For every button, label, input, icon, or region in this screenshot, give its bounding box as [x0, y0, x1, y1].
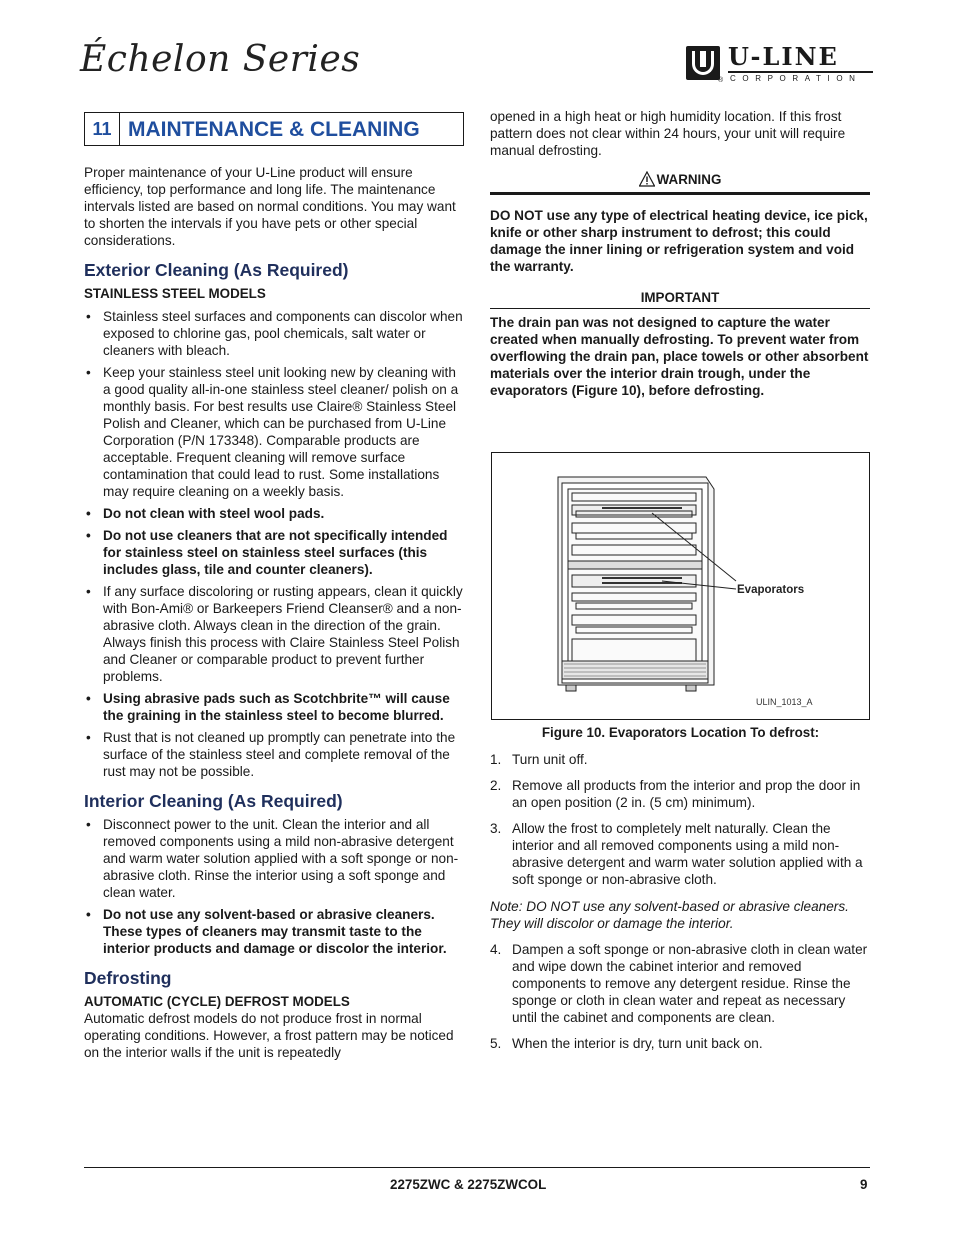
- continued-paragraph: opened in a high heat or high humidity location. If this frost pattern does not clear within 24 hours, your unit will require manual defrosting.: [490, 109, 846, 158]
- evaporators-label: Evaporators: [737, 584, 805, 596]
- section-number: 11: [85, 113, 120, 145]
- section-header: [84, 112, 464, 146]
- list-item: • Rust that is not cleaned up promptly can penetrate into the surface of the stainless steel and complete removal of the rust may not be possible.: [84, 729, 464, 780]
- wine-cabinet-illustration: [492, 453, 869, 719]
- logo-registered-mark: ®: [718, 77, 724, 84]
- auto-defrost-heading: AUTOMATIC (CYCLE) DEFROST MODELS: [84, 994, 350, 1009]
- step-number: 3.: [490, 821, 502, 836]
- list-item: • Disconnect power to the unit. Clean the interior and all removed components using a mild non-abrasive detergent and warm water solution applied with a soft sponge or non-abrasive cloth. Rinse the interior using a soft sponge and clean water.: [84, 816, 464, 901]
- step-text: Turn unit off.: [512, 752, 588, 767]
- intro-paragraph: Proper maintenance of your U-Line product will ensure efficiency, top performance and long life. The maintenance intervals listed are based on normal conditions. You may want to shorten the intervals if you have pets or other special considerations.: [84, 165, 456, 248]
- warning-text: DO NOT use any type of electrical heating device, ice pick, knife or other sharp instrument to defrost; this could damage the inner lining or refrigeration system and void the warranty.: [490, 208, 868, 274]
- list-item: • Keep your stainless steel unit looking new by cleaning with a good quality all-in-one stainless steel cleaner/ polish on a monthly basis. For best results use Claire® Stainless Steel Polish and Cleaner, which can be purchased from U-Line Corporation (P/N 173348). Comparable products are acceptable. Frequent cleaning will remove surface contamination that could lead to rust. Some installations may require cleaning on a weekly basis.: [84, 364, 464, 500]
- list-item: • Do not clean with steel wool pads.: [84, 505, 464, 522]
- step-number: 5.: [490, 1036, 502, 1051]
- list-item: [490, 1035, 870, 1052]
- logo-name: U-LINE: [728, 42, 839, 71]
- warning-heading: WARNING: [656, 172, 722, 187]
- footer-rule: [84, 1167, 870, 1168]
- list-item: • Do not use any solvent-based or abrasive cleaners. These types of cleaners may transmit taste to the interior products and damage or discolor the interior.: [84, 906, 464, 957]
- list-item: • Stainless steel surfaces and components can discolor when exposed to chlorine gas, pool chemicals, salt water or cleaners with bleach.: [84, 308, 464, 359]
- defrost-steps: [490, 751, 870, 1062]
- page-number: 9: [860, 1177, 868, 1192]
- auto-defrost-paragraph: Automatic defrost models do not produce frost in normal operating conditions. However, a frost pattern may be noticed on the interior walls if the unit is repeatedly: [84, 1011, 454, 1060]
- step-number: 2.: [490, 778, 502, 793]
- series-title: Échelon Series: [80, 39, 361, 80]
- left-column: [84, 112, 464, 1069]
- stainless-steel-heading: STAINLESS STEEL MODELS: [84, 286, 266, 301]
- figure-10-evaporators: [491, 452, 870, 720]
- figure-caption: Figure 10. Evaporators Location To defrost:: [541, 725, 820, 740]
- figure-code: ULIN_1013_A: [756, 697, 813, 707]
- warning-triangle-icon: [639, 171, 655, 187]
- list-item: [490, 941, 870, 1026]
- section-title: MAINTENANCE & CLEANING: [128, 117, 420, 141]
- list-item: • Do not use cleaners that are not specifically intended for stainless steel on stainless steel surfaces (this includes glass, tile and counter cleaners).: [84, 527, 464, 578]
- right-column: [490, 108, 870, 399]
- important-text: The drain pan was not designed to capture the water created when manually defrosting. To prevent water from overflowing the drain pan, place towels or other absorbent materials over the interior drain trough, under the evaporators (Figure 10), before defrosting.: [490, 315, 869, 398]
- list-item: [490, 820, 870, 888]
- footer-model: 2275ZWC & 2275ZWCOL: [390, 1177, 547, 1192]
- step-number: 1.: [490, 752, 502, 767]
- u-line-logo: [686, 44, 876, 84]
- important-heading: IMPORTANT: [490, 289, 870, 309]
- steps-list-a: [490, 751, 870, 888]
- exterior-cleaning-heading: Exterior Cleaning (As Required): [84, 260, 349, 280]
- list-item: • If any surface discoloring or rusting appears, clean it quickly with Bon-Ami® or Barkeepers Friend Cleanser® and a non-abrasive cloth. Always clean in the direction of the grain. Always finish this process with Claire Stainless Steel Polish and Cleaner or comparable product to prevent further problems.: [84, 583, 464, 685]
- step-text: Remove all products from the interior and prop the door in an open position (2 in. (5 cm) minimum).: [512, 778, 861, 810]
- defrosting-heading: Defrosting: [84, 968, 172, 988]
- list-item: [490, 777, 870, 811]
- warning-header: [490, 171, 870, 195]
- interior-cleaning-list: [84, 816, 464, 957]
- step-text: Dampen a soft sponge or non-abrasive cloth in clean water and wipe down the cabinet interior and removed components to remove any detergent residue. Rinse the sponge or cloth in clean water and repeat as necessary until the cabinet and components are clean.: [512, 942, 868, 1025]
- note-paragraph: Note: DO NOT use any solvent-based or abrasive cleaners. They will discolor or damage the interior.: [490, 899, 849, 931]
- list-item: [490, 751, 870, 768]
- exterior-cleaning-list: [84, 308, 464, 780]
- steps-list-b: [490, 941, 870, 1052]
- list-item: • Using abrasive pads such as Scotchbrite™ will cause the graining in the stainless steel to become blurred.: [84, 690, 464, 724]
- step-number: 4.: [490, 942, 502, 957]
- u-line-logo-icon: [686, 46, 720, 80]
- interior-cleaning-heading: Interior Cleaning (As Required): [84, 791, 343, 811]
- step-text: When the interior is dry, turn unit back on.: [512, 1036, 763, 1051]
- step-text: Allow the frost to completely melt naturally. Clean the interior and all removed components using a mild non-abrasive detergent and warm water solution applied with a soft sponge or non-abrasive cloth.: [512, 821, 863, 887]
- logo-corporation: CORPORATION: [730, 74, 862, 83]
